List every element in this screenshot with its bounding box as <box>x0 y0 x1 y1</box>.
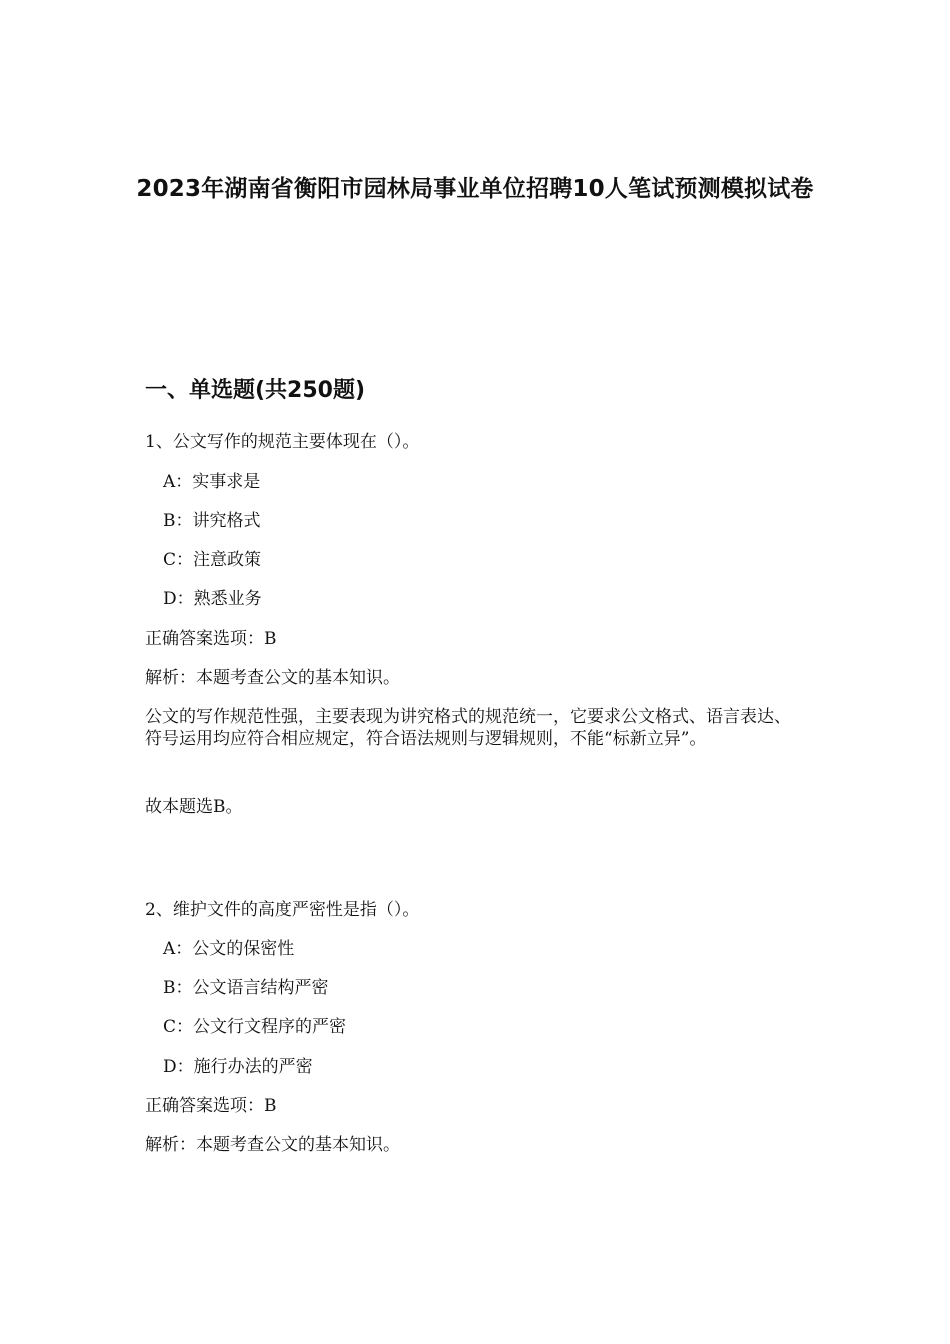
option-a: A：公文的保密性 <box>163 939 295 959</box>
option-d: D：施行办法的严密 <box>163 1057 313 1077</box>
option-a: A：实事求是 <box>163 472 261 492</box>
analysis-line: 解析：本题考查公文的基本知识。 <box>145 668 400 688</box>
option-b: B：讲究格式 <box>163 511 261 531</box>
document-title: 2023年湖南省衡阳市园林局事业单位招聘10人笔试预测模拟试卷 <box>136 176 814 202</box>
option-c: C：公文行文程序的严密 <box>163 1017 347 1037</box>
explanation-paragraph: 公文的写作规范性强，主要表现为讲究格式的规范统一，它要求公文格式、语言表达、符号运用均应符合相应规定，符合语法规则与逻辑规则，不能“标新立异”。 <box>145 707 791 749</box>
analysis-line: 解析：本题考查公文的基本知识。 <box>145 1135 400 1155</box>
question-stem: 2、维护文件的高度严密性是指（）。 <box>145 900 420 920</box>
option-b: B：公文语言结构严密 <box>163 978 329 998</box>
answer-line: 正确答案选项：B <box>145 629 277 649</box>
question-stem: 1、公文写作的规范主要体现在（）。 <box>145 432 420 452</box>
option-c: C：注意政策 <box>163 550 262 570</box>
section-heading: 一、单选题(共250题) <box>145 378 366 403</box>
conclusion-line: 故本题选B。 <box>145 797 243 817</box>
option-d: D：熟悉业务 <box>163 589 262 609</box>
answer-line: 正确答案选项：B <box>145 1096 277 1116</box>
